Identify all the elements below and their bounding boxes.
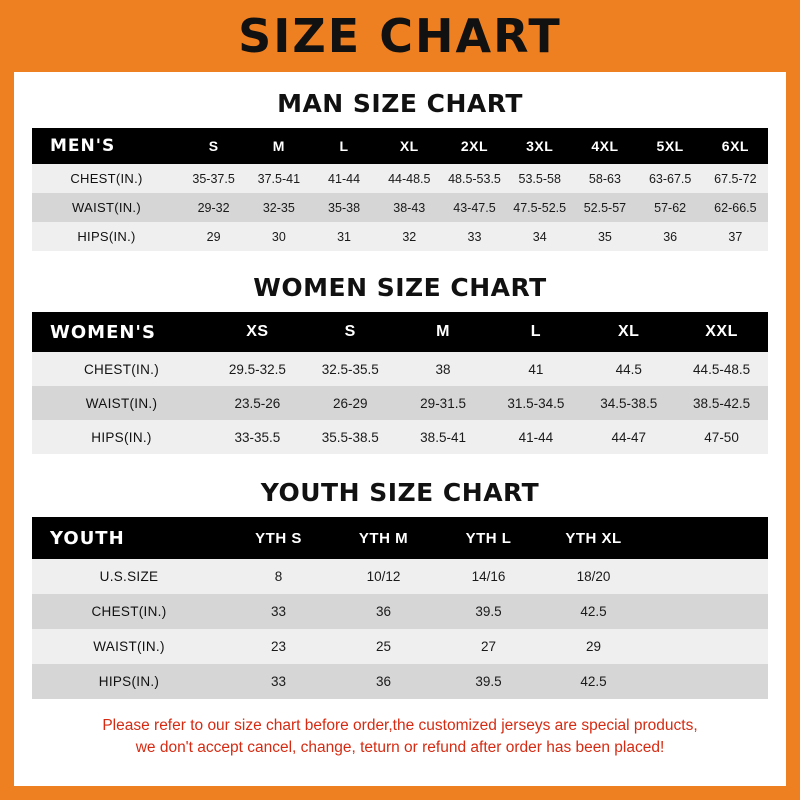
table-cell: 41 bbox=[489, 352, 582, 386]
column-header: L bbox=[311, 128, 376, 164]
table-cell: 10/12 bbox=[331, 559, 436, 594]
table-cell: 44-48.5 bbox=[377, 164, 442, 193]
table-cell: 25 bbox=[331, 629, 436, 664]
column-header: S bbox=[304, 312, 397, 352]
table-row bbox=[32, 559, 768, 594]
table-cell: 42.5 bbox=[541, 664, 646, 699]
row-header: CHEST(IN.) bbox=[32, 594, 226, 629]
column-header: XL bbox=[582, 312, 675, 352]
row-header: HIPS(IN.) bbox=[32, 664, 226, 699]
table-cell: 57-62 bbox=[638, 193, 703, 222]
table-cell: 62-66.5 bbox=[703, 193, 768, 222]
table-row bbox=[32, 420, 768, 454]
table-cell: 42.5 bbox=[541, 594, 646, 629]
table-cell: 38 bbox=[397, 352, 490, 386]
column-header: M bbox=[397, 312, 490, 352]
table-row bbox=[32, 193, 768, 222]
table-cell: 23 bbox=[226, 629, 331, 664]
column-header: XXL bbox=[675, 312, 768, 352]
column-header-corner: YOUTH bbox=[32, 517, 226, 559]
table-row bbox=[32, 352, 768, 386]
table-cell: 34 bbox=[507, 222, 572, 251]
table-header-row bbox=[32, 517, 768, 559]
table-row bbox=[32, 164, 768, 193]
column-header: S bbox=[181, 128, 246, 164]
section-man bbox=[14, 89, 786, 251]
footer-note bbox=[14, 715, 786, 760]
table-cell: 32 bbox=[377, 222, 442, 251]
table-cell: 37.5-41 bbox=[246, 164, 311, 193]
footer-note-line-2: we don't accept cancel, change, teturn or refund after order has been placed! bbox=[135, 739, 665, 757]
table-man bbox=[32, 128, 768, 251]
table-cell: 32.5-35.5 bbox=[304, 352, 397, 386]
column-header: YTH XL bbox=[541, 517, 646, 559]
table-cell: 23.5-26 bbox=[211, 386, 304, 420]
table-cell-empty bbox=[646, 664, 768, 699]
table-cell: 63-67.5 bbox=[638, 164, 703, 193]
table-cell: 33 bbox=[442, 222, 507, 251]
table-cell: 47-50 bbox=[675, 420, 768, 454]
column-header: 6XL bbox=[703, 128, 768, 164]
row-header: CHEST(IN.) bbox=[32, 352, 211, 386]
table-cell: 38.5-42.5 bbox=[675, 386, 768, 420]
table-cell: 14/16 bbox=[436, 559, 541, 594]
row-header: WAIST(IN.) bbox=[32, 629, 226, 664]
table-cell: 38.5-41 bbox=[397, 420, 490, 454]
column-header: XL bbox=[377, 128, 442, 164]
table-cell: 52.5-57 bbox=[572, 193, 637, 222]
table-row bbox=[32, 222, 768, 251]
table-cell-empty bbox=[646, 629, 768, 664]
column-header: XS bbox=[211, 312, 304, 352]
table-cell: 18/20 bbox=[541, 559, 646, 594]
table-cell: 58-63 bbox=[572, 164, 637, 193]
table-cell: 33 bbox=[226, 594, 331, 629]
section-title-man: MAN SIZE CHART bbox=[277, 89, 523, 118]
table-body-women bbox=[32, 352, 768, 454]
table-cell: 39.5 bbox=[436, 664, 541, 699]
table-cell: 67.5-72 bbox=[703, 164, 768, 193]
bottom-accent-bar bbox=[0, 786, 800, 800]
table-cell: 53.5-58 bbox=[507, 164, 572, 193]
table-cell: 27 bbox=[436, 629, 541, 664]
table-cell: 32-35 bbox=[246, 193, 311, 222]
table-body-youth bbox=[32, 559, 768, 699]
row-header: WAIST(IN.) bbox=[32, 193, 181, 222]
table-cell: 36 bbox=[331, 664, 436, 699]
table-row bbox=[32, 386, 768, 420]
column-header: L bbox=[489, 312, 582, 352]
column-header: 4XL bbox=[572, 128, 637, 164]
row-header: CHEST(IN.) bbox=[32, 164, 181, 193]
table-cell: 33-35.5 bbox=[211, 420, 304, 454]
table-cell: 34.5-38.5 bbox=[582, 386, 675, 420]
table-cell: 44.5 bbox=[582, 352, 675, 386]
page-title: SIZE CHART bbox=[238, 9, 562, 63]
table-header-women bbox=[32, 312, 768, 352]
table-cell: 31.5-34.5 bbox=[489, 386, 582, 420]
table-header-row bbox=[32, 128, 768, 164]
table-cell-empty bbox=[646, 594, 768, 629]
table-cell: 47.5-52.5 bbox=[507, 193, 572, 222]
table-cell: 35 bbox=[572, 222, 637, 251]
banner bbox=[0, 0, 800, 72]
table-cell: 36 bbox=[331, 594, 436, 629]
column-header: M bbox=[246, 128, 311, 164]
table-body-man bbox=[32, 164, 768, 251]
column-header-corner: WOMEN'S bbox=[32, 312, 211, 352]
table-cell: 35-38 bbox=[311, 193, 376, 222]
section-title-women: WOMEN SIZE CHART bbox=[253, 273, 547, 302]
table-header-youth bbox=[32, 517, 768, 559]
row-header: HIPS(IN.) bbox=[32, 222, 181, 251]
table-cell: 48.5-53.5 bbox=[442, 164, 507, 193]
section-women bbox=[14, 273, 786, 454]
row-header: HIPS(IN.) bbox=[32, 420, 211, 454]
table-cell: 38-43 bbox=[377, 193, 442, 222]
table-cell: 43-47.5 bbox=[442, 193, 507, 222]
table-cell: 33 bbox=[226, 664, 331, 699]
table-header-row bbox=[32, 312, 768, 352]
table-cell: 8 bbox=[226, 559, 331, 594]
column-header-spacer bbox=[646, 517, 768, 559]
table-cell: 39.5 bbox=[436, 594, 541, 629]
table-cell: 29.5-32.5 bbox=[211, 352, 304, 386]
column-header-corner: MEN'S bbox=[32, 128, 181, 164]
column-header: 5XL bbox=[638, 128, 703, 164]
column-header: 3XL bbox=[507, 128, 572, 164]
table-cell: 29-32 bbox=[181, 193, 246, 222]
table-cell: 44.5-48.5 bbox=[675, 352, 768, 386]
table-youth bbox=[32, 517, 768, 699]
table-cell-empty bbox=[646, 559, 768, 594]
column-header: YTH M bbox=[331, 517, 436, 559]
table-cell: 41-44 bbox=[489, 420, 582, 454]
table-cell: 29 bbox=[181, 222, 246, 251]
section-title-youth: YOUTH SIZE CHART bbox=[260, 478, 540, 507]
column-header: 2XL bbox=[442, 128, 507, 164]
table-cell: 36 bbox=[638, 222, 703, 251]
table-cell: 37 bbox=[703, 222, 768, 251]
table-cell: 41-44 bbox=[311, 164, 376, 193]
column-header: YTH L bbox=[436, 517, 541, 559]
table-cell: 31 bbox=[311, 222, 376, 251]
row-header: U.S.SIZE bbox=[32, 559, 226, 594]
footer-note-line-1: Please refer to our size chart before order,the customized jerseys are special products, bbox=[102, 717, 698, 734]
table-cell: 35-37.5 bbox=[181, 164, 246, 193]
table-cell: 44-47 bbox=[582, 420, 675, 454]
table-row bbox=[32, 664, 768, 699]
table-cell: 29 bbox=[541, 629, 646, 664]
table-cell: 35.5-38.5 bbox=[304, 420, 397, 454]
table-row bbox=[32, 629, 768, 664]
row-header: WAIST(IN.) bbox=[32, 386, 211, 420]
table-header-man bbox=[32, 128, 768, 164]
table-row bbox=[32, 594, 768, 629]
table-cell: 26-29 bbox=[304, 386, 397, 420]
section-youth bbox=[14, 478, 786, 699]
table-women bbox=[32, 312, 768, 454]
table-cell: 29-31.5 bbox=[397, 386, 490, 420]
column-header: YTH S bbox=[226, 517, 331, 559]
table-cell: 30 bbox=[246, 222, 311, 251]
